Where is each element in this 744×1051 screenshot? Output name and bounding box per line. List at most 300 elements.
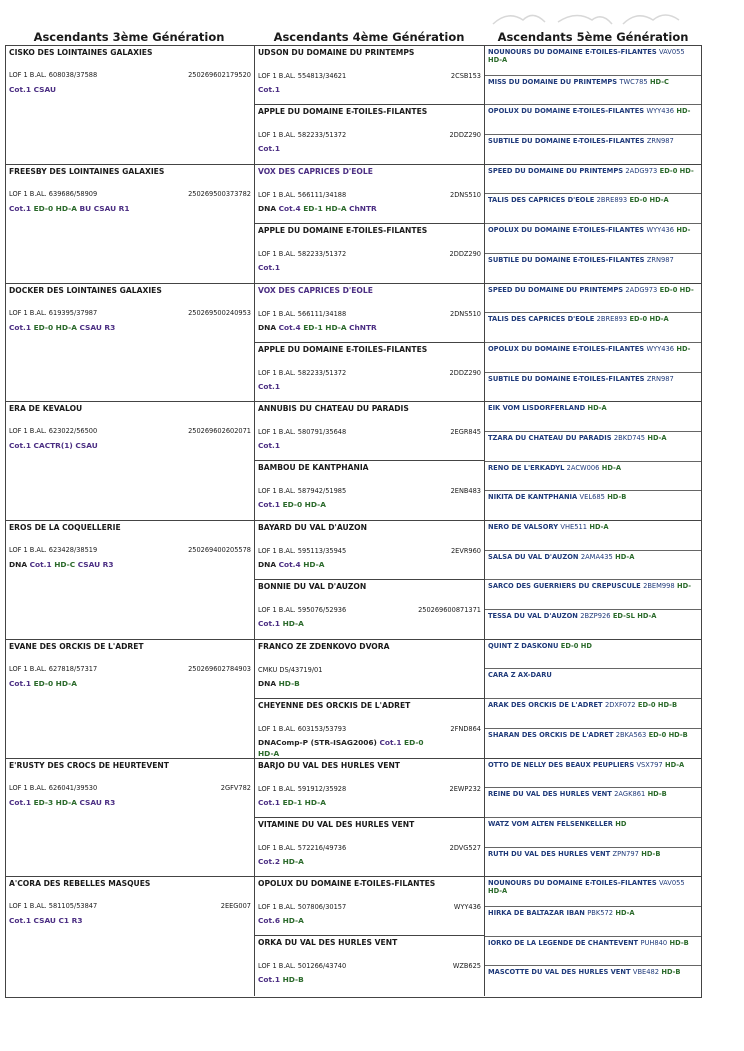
dog-name: VOX DES CAPRICES D'EOLE: [258, 285, 373, 295]
pedigree-row: [6, 521, 701, 640]
health-result-part: Cot.1: [258, 262, 280, 272]
identification-number: 2DDZ290: [449, 131, 481, 139]
health-result-part: CSAU R3: [79, 322, 116, 332]
header-generation-3: Ascendants 3ème Génération: [33, 30, 225, 44]
health-result-part: Cot.1: [258, 975, 283, 985]
registration-code: 2BKA563: [615, 730, 647, 739]
dog-name: EVANE DES ORCKIS DE L'ADRET: [9, 641, 144, 651]
dog-name: RENO DE L'ERKADYL: [488, 463, 565, 472]
gen5-dog: [485, 373, 701, 403]
health-result-part: DNAComp-P (STR-ISAG2006): [258, 737, 380, 747]
registration-code: PUH840: [640, 938, 668, 947]
health-result-part: Cot.1: [258, 144, 280, 153]
health-results: [9, 85, 56, 94]
health-result: ED-SL HD-A: [612, 612, 657, 621]
gen5-entry: [488, 553, 696, 561]
gen5-dog: [485, 432, 701, 462]
health-result-part: ED-0: [404, 737, 424, 747]
health-result-part: Cot.4: [278, 560, 304, 569]
health-results: [258, 441, 280, 450]
gen5-entry: [488, 345, 696, 353]
registration-code: 2DXF072: [604, 701, 636, 710]
identification-number: WYY436: [453, 903, 481, 912]
dog-name: FRANCO ZE ZDENKOVO DVORA: [258, 641, 390, 651]
health-result: HD-A: [589, 523, 609, 531]
registration-number: LOF 1 B.AL. 582233/51372: [258, 368, 347, 377]
gen5-cell: [485, 521, 701, 639]
health-result-part: BU CSAU R1: [79, 203, 130, 213]
identification-number: 2CSB153: [450, 72, 481, 80]
gen5-dog: [485, 788, 701, 818]
identification-number: 2GFV782: [220, 783, 251, 792]
gen3-cell: [6, 521, 255, 639]
health-results: [9, 679, 77, 688]
gen5-entry: [488, 493, 696, 501]
dog-name: APPLE DU DOMAINE E-TOILES-FILANTES: [258, 344, 428, 354]
identification-number: 2DNS510: [450, 309, 481, 318]
health-results: [258, 975, 304, 984]
dog-name: EIK VOM LISDORFERLAND: [488, 404, 586, 413]
gen5-dog: [485, 491, 701, 521]
health-result-part: Cot.1: [9, 203, 34, 213]
health-result: HD-C: [649, 77, 669, 86]
dog-name: RUTH DU VAL DES HURLES VENT: [488, 849, 611, 858]
registration-code: VSX797: [636, 760, 663, 769]
health-result-part: DNA: [258, 560, 279, 569]
dog-name: OPOLUX DU DOMAINE E-TOILES-FILANTES: [488, 226, 645, 235]
gen5-dog: [485, 729, 701, 759]
health-result-part: ED-1 HD-A: [282, 797, 326, 807]
dog-name: SPEED DU DOMAINE DU PRINTEMPS: [488, 166, 624, 175]
health-results: [9, 916, 82, 925]
health-result-part: Cot.4: [278, 203, 304, 213]
health-results: [9, 441, 98, 450]
dog-name: IORKO DE LA LEGENDE DE CHANTEVENT: [488, 938, 639, 947]
dog-name: BAMBOU DE KANTPHANIA: [258, 463, 369, 473]
pedigree-row: [6, 640, 701, 759]
registration-number: LOF 1 B.AL. 507806/30157: [258, 903, 347, 912]
gen5-dog: [485, 818, 701, 848]
health-result: HD-A: [601, 463, 622, 472]
gen5-dog: [485, 343, 701, 373]
health-results: [9, 204, 129, 213]
dog-name: CISKO DES LOINTAINES GALAXIES: [9, 48, 153, 57]
gen4-dog: [255, 936, 484, 995]
pedigree-row: [6, 402, 701, 521]
gen5-dog: [485, 313, 701, 343]
dog-name: CARA Z AX-DARU: [488, 671, 552, 680]
registration-code: VAV055: [658, 48, 685, 56]
registration-code: 2ADG973: [625, 166, 658, 175]
dog-name: MISS DU DOMAINE DU PRINTEMPS: [488, 77, 618, 86]
health-result-part: Cot.6: [258, 916, 283, 926]
gen4-cell: [255, 759, 485, 877]
gen5-dog: [485, 135, 701, 165]
decorative-watermark: [488, 6, 698, 28]
health-result: HD-B: [661, 968, 681, 977]
dog-name: VITAMINE DU VAL DES HURLES VENT: [258, 819, 415, 829]
health-result-part: DNA: [258, 322, 279, 332]
health-result-part: HD-A: [282, 856, 304, 866]
registration-code: 2BEM998: [643, 582, 675, 591]
health-results: [258, 500, 326, 509]
gen4-cell: [255, 877, 485, 996]
gen4-cell: [255, 284, 485, 402]
health-result-part: ED-0 HD-A: [282, 500, 326, 510]
dog-name: ORKA DU VAL DES HURLES VENT: [258, 938, 398, 948]
health-result: HD-A: [615, 552, 635, 561]
health-results: [258, 85, 280, 94]
identification-number: 2ENB483: [450, 487, 481, 496]
gen5-entry: [488, 434, 696, 442]
health-result: HD-B: [647, 790, 667, 799]
registration-number: LOF 1 B.AL. 627818/57317: [9, 664, 98, 673]
health-result: ED-0 HD: [560, 641, 592, 650]
pedigree-row: [6, 284, 701, 403]
health-result: HD-A: [488, 887, 508, 896]
gen4-dog: [255, 640, 484, 699]
health-result-part: DNA: [9, 560, 30, 569]
health-result-part: ED-0 HD-A: [33, 322, 80, 332]
gen5-entry: [488, 226, 696, 234]
dog-name: ERA DE KEVALOU: [9, 404, 83, 414]
gen4-dog: [255, 402, 484, 461]
registration-code: 2BRE893: [596, 196, 628, 205]
health-result-part: Cot.1: [29, 560, 55, 569]
gen4-dog: [255, 105, 484, 164]
gen5-entry: [488, 167, 696, 175]
dog-name: BAYARD DU VAL D'AUZON: [258, 523, 367, 532]
dog-name: OPOLUX DU DOMAINE E-TOILES-FILANTES: [488, 107, 645, 116]
health-result: HD-A: [488, 56, 508, 64]
gen5-entry: [488, 761, 696, 769]
health-result: ED-0 HD-A: [629, 315, 669, 324]
gen5-dog: [485, 165, 701, 195]
health-result-part: Cot.4: [278, 322, 304, 332]
registration-code: ZPN797: [612, 849, 639, 858]
gen5-dog: [485, 551, 701, 581]
gen5-dog: [485, 759, 701, 789]
health-result-part: Cot.1: [9, 797, 34, 807]
gen5-entry: [488, 612, 696, 620]
identification-number: 2DVG527: [449, 843, 481, 852]
identification-number: 250269500240953: [188, 308, 251, 317]
health-result-part: HD-C: [54, 560, 78, 569]
dog-name: QUINT Z DASKONU: [488, 641, 559, 650]
registration-code: 2AMA435: [580, 552, 613, 561]
health-results: [258, 738, 424, 747]
registration-code: ZRN987: [646, 255, 674, 264]
dog-name: APPLE DU DOMAINE E-TOILES-FILANTES: [258, 107, 428, 116]
dog-name: SPEED DU DOMAINE DU PRINTEMPS: [488, 285, 624, 294]
health-result-part: Cot.1: [258, 441, 280, 451]
registration-number: LOF 1 B.AL. 582233/51372: [258, 131, 347, 139]
registration-number: LOF 1 B.AL. 595076/52936: [258, 606, 347, 614]
health-result-part: HD-A: [282, 619, 304, 628]
registration-number: LOF 1 B.AL. 623022/56500: [9, 427, 98, 436]
gen5-entry: [488, 582, 696, 590]
health-results: [258, 382, 280, 391]
health-result: HD-A: [665, 760, 685, 769]
registration-number: LOF 1 B.AL. 566111/34188: [258, 190, 347, 199]
health-result-part: DNA: [258, 678, 279, 688]
registration-code: 2ADG973: [625, 285, 658, 294]
gen4-dog: [255, 461, 484, 520]
registration-code: WYY436: [646, 107, 675, 116]
health-result-part: Cot.1 CACTR(1) CSAU: [9, 441, 98, 451]
health-result-part: ED-0 HD-A: [33, 203, 80, 213]
health-result-part: ED-0 HD-A: [33, 678, 77, 688]
gen4-cell: [255, 46, 485, 164]
health-result: HD: [615, 819, 627, 828]
registration-code: 2BKD745: [613, 433, 646, 442]
gen5-dog: [485, 907, 701, 937]
gen5-cell: [485, 640, 701, 758]
health-results: [258, 560, 324, 569]
dog-name: CHEYENNE DES ORCKIS DE L'ADRET: [258, 700, 411, 710]
health-result-part: Cot.2: [258, 856, 283, 866]
dog-name: OTTO DE NELLY DES BEAUX PEUPLIERS: [488, 760, 635, 769]
registration-code: VHE511: [560, 523, 587, 531]
gen5-dog: [485, 699, 701, 729]
gen5-dog: [485, 46, 701, 76]
identification-number: 250269602784903: [188, 664, 251, 673]
gen5-entry: [488, 375, 696, 383]
health-results: [258, 204, 377, 213]
health-result: HD-: [676, 107, 691, 116]
dog-name: TALIS DES CAPRICES D'EOLE: [488, 196, 595, 205]
gen4-dog: [255, 818, 484, 877]
dog-name: NIKITA DE KANTPHANIA: [488, 493, 578, 502]
gen5-entry: [488, 48, 696, 64]
health-result: ED-0 HD-B: [648, 730, 688, 739]
health-results: [258, 144, 280, 153]
gen4-dog: [255, 580, 484, 639]
registration-number: LOF 1 B.AL. 595113/35945: [258, 547, 347, 555]
gen5-entry: [488, 731, 696, 739]
gen5-entry: [488, 879, 696, 895]
dog-name: A'CORA DES REBELLES MASQUES: [9, 879, 151, 889]
gen4-cell: [255, 165, 485, 283]
pedigree-row: [6, 759, 701, 878]
health-result-part: Cot.1 CSAU C1 R3: [9, 916, 83, 926]
dog-name: SALSA DU VAL D'AUZON: [488, 552, 579, 561]
registration-code: VEL685: [579, 493, 605, 502]
gen5-entry: [488, 464, 696, 472]
dog-name: NOUNOURS DU DOMAINE E-TOILES-FILANTES: [488, 48, 657, 56]
dog-name: TZARA DU CHATEAU DU PARADIS: [488, 433, 612, 442]
gen5-entry: [488, 820, 696, 828]
health-results: [258, 323, 377, 332]
health-result-part: ED-3 HD-A: [33, 797, 80, 807]
identification-number: 250269602179520: [188, 71, 251, 79]
registration-code: VAV055: [658, 879, 685, 888]
identification-number: 2EVR960: [450, 547, 481, 555]
gen4-dog: [255, 521, 484, 580]
gen4-dog: [255, 759, 484, 818]
health-result-part: HD-B: [282, 975, 304, 985]
gen5-cell: [485, 284, 701, 402]
registration-number: LOF 1 B.AL. 501266/43740: [258, 962, 347, 971]
registration-number: LOF 1 B.AL. 582233/51372: [258, 249, 347, 258]
gen5-dog: [485, 521, 701, 551]
identification-number: 250269500373782: [188, 189, 251, 198]
identification-number: 2DDZ290: [449, 249, 481, 258]
health-results: [258, 857, 304, 866]
identification-number: WZB625: [452, 962, 481, 971]
registration-code: PBK572: [587, 908, 613, 917]
health-result: ED-0 HD-: [659, 166, 694, 175]
gen5-dog: [485, 848, 701, 878]
gen5-entry: [488, 909, 696, 917]
gen5-entry: [488, 850, 696, 858]
registration-number: LOF 1 B.AL. 580791/35648: [258, 428, 347, 437]
registration-number: CMKU DS/43719/01: [258, 665, 323, 674]
dog-name: TESSA DU VAL D'AUZON: [488, 612, 578, 621]
dog-name: EROS DE LA COQUELLERIE: [9, 523, 121, 532]
gen3-cell: [6, 402, 255, 520]
health-result: HD-: [677, 582, 692, 591]
gen5-dog: [485, 402, 701, 432]
dog-name: SARCO DES GUERRIERS DU CREPUSCULE: [488, 582, 641, 591]
gen4-dog: [255, 165, 484, 224]
health-result-part: ED-1 HD-A: [303, 203, 350, 213]
identification-number: 250269600871371: [418, 606, 481, 614]
registration-code: WYY436: [646, 344, 675, 353]
gen5-cell: [485, 759, 701, 877]
gen5-cell: [485, 877, 701, 996]
gen4-cell: [255, 521, 485, 639]
dog-name: SUBTILE DU DOMAINE E-TOILES-FILANTES: [488, 137, 645, 146]
dog-name: OPOLUX DU DOMAINE E-TOILES-FILANTES: [488, 344, 645, 353]
dog-name: ARAK DES ORCKIS DE L'ADRET: [488, 701, 603, 710]
health-results: [258, 798, 326, 807]
dog-name: SUBTILE DU DOMAINE E-TOILES-FILANTES: [488, 374, 645, 383]
health-result-part: Cot.1: [258, 619, 283, 628]
dog-name: ANNUBIS DU CHATEAU DU PARADIS: [258, 404, 409, 414]
gen3-cell: [6, 877, 255, 996]
gen4-cell: [255, 640, 485, 758]
registration-number: LOF 1 B.AL. 587942/51985: [258, 487, 347, 496]
health-results: [9, 798, 115, 807]
dog-name: WATZ VOM ALTEN FELSENKELLER: [488, 819, 613, 828]
registration-code: VBE482: [632, 968, 660, 977]
registration-number: LOF 1 B.AL. 639686/58909: [9, 189, 98, 198]
gen5-dog: [485, 966, 701, 996]
dog-name: APPLE DU DOMAINE E-TOILES-FILANTES: [258, 225, 428, 235]
health-result-part: CSAU: [33, 85, 56, 94]
health-result: HD-A: [587, 404, 607, 413]
dog-name: REINE DU VAL DES HURLES VENT: [488, 790, 612, 799]
header-generation-4: Ascendants 4ème Génération: [273, 30, 465, 44]
registration-number: LOF 1 B.AL. 566111/34188: [258, 309, 347, 318]
gen4-cell: [255, 402, 485, 520]
health-result-part: CSAU R3: [79, 797, 116, 807]
health-result: ED-0 HD-A: [629, 196, 669, 205]
gen5-entry: [488, 939, 696, 947]
gen5-entry: [488, 968, 696, 976]
gen3-cell: [6, 165, 255, 283]
health-results: [258, 916, 304, 925]
health-result-continuation: HD-A: [258, 748, 280, 758]
registration-code: 2AGK861: [614, 790, 646, 799]
gen5-dog: [485, 254, 701, 284]
dog-name: SHARAN DES ORCKIS DE L'ADRET: [488, 730, 614, 739]
gen5-entry: [488, 790, 696, 798]
registration-code: WYY436: [646, 226, 675, 235]
registration-code: 2BZP926: [580, 612, 611, 621]
health-result-part: Cot.1: [258, 500, 283, 510]
gen5-entry: [488, 642, 696, 650]
gen5-entry: [488, 404, 696, 412]
health-result-part: Cot.1: [258, 85, 280, 94]
gen5-cell: [485, 165, 701, 283]
gen5-entry: [488, 256, 696, 264]
health-result-part: ED-1 HD-A: [303, 322, 350, 332]
gen5-dog: [485, 580, 701, 610]
registration-code: ZRN987: [646, 374, 674, 383]
gen5-dog: [485, 610, 701, 640]
gen5-cell: [485, 46, 701, 164]
dog-name: DOCKER DES LOINTAINES GALAXIES: [9, 285, 162, 295]
gen5-dog: [485, 462, 701, 492]
gen5-dog: [485, 937, 701, 967]
registration-number: LOF 1 B.AL. 626041/39530: [9, 783, 98, 792]
health-results: [258, 679, 300, 688]
dog-name: NERO DE VALSORY: [488, 523, 559, 531]
dog-name: BONNIE DU VAL D'AUZON: [258, 582, 367, 591]
gen4-dog: [255, 877, 484, 936]
registration-code: 2BRE893: [596, 315, 628, 324]
registration-number: LOF 1 B.AL. 619395/37987: [9, 308, 98, 317]
health-result-part: Cot.1: [9, 322, 34, 332]
health-result: HD-B: [641, 849, 661, 858]
health-result-part: Cot.1: [379, 737, 405, 747]
registration-code: 2ACW006: [566, 463, 600, 472]
header-generation-5: Ascendants 5ème Génération: [497, 30, 689, 44]
gen5-entry: [488, 78, 696, 86]
health-result: HD-: [676, 344, 691, 353]
health-result-part: Cot.1: [9, 678, 34, 688]
registration-number: LOF 1 B.AL. 581105/53847: [9, 902, 98, 911]
dog-name: HIRKA DE BALTAZAR IBAN: [488, 908, 585, 917]
gen5-dog: [485, 105, 701, 135]
health-result-part: ChNTR: [349, 322, 377, 332]
health-result: ED-0 HD-B: [637, 701, 678, 710]
dog-name: TALIS DES CAPRICES D'EOLE: [488, 315, 595, 324]
identification-number: 2FND864: [450, 724, 481, 733]
gen5-dog: [485, 284, 701, 314]
gen4-dog: [255, 224, 484, 283]
gen5-entry: [488, 107, 696, 115]
gen4-dog: [255, 46, 484, 105]
gen3-cell: [6, 284, 255, 402]
health-result: HD-B: [669, 938, 689, 947]
health-result-part: HD-A: [282, 916, 304, 926]
health-result-part: DNA: [258, 203, 279, 213]
gen5-dog: [485, 669, 701, 699]
health-result: ED-0 HD-: [659, 285, 694, 294]
gen5-dog: [485, 877, 701, 907]
identification-number: 2EWP232: [449, 784, 481, 793]
health-result: HD-A: [615, 908, 635, 917]
gen5-entry: [488, 196, 696, 204]
identification-number: 2DDZ290: [449, 368, 481, 377]
gen5-dog: [485, 194, 701, 224]
gen5-entry: [488, 671, 696, 679]
identification-number: 250269602602071: [188, 427, 251, 436]
registration-code: TWC785: [619, 77, 648, 86]
